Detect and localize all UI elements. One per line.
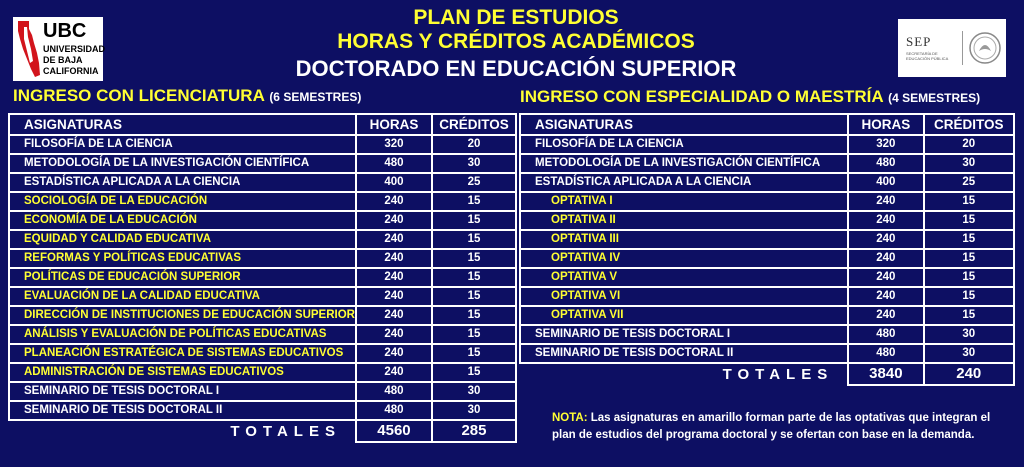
totals-label: TOTALES	[722, 365, 834, 383]
table-row	[9, 325, 516, 344]
subject-hours: 400	[848, 173, 923, 192]
subject-credits: 15	[924, 306, 1014, 325]
table-row	[520, 135, 1014, 154]
subject-credits: 25	[432, 173, 516, 192]
table-row	[520, 230, 1014, 249]
col-header-credits: CRÉDITOS	[432, 114, 516, 135]
table-row	[9, 363, 516, 382]
subject-credits: 15	[432, 344, 516, 363]
subject-credits: 15	[924, 230, 1014, 249]
subject-name: POLÍTICAS DE EDUCACIÓN SUPERIOR	[9, 268, 356, 287]
subject-hours: 480	[848, 344, 923, 363]
subject-hours: 480	[848, 325, 923, 344]
subject-hours: 480	[848, 154, 923, 173]
subject-name: PLANEACIÓN ESTRATÉGICA DE SISTEMAS EDUCATIVOS	[9, 344, 356, 363]
subject-name: ECONOMÍA DE LA EDUCACIÓN	[9, 211, 356, 230]
table-row	[9, 211, 516, 230]
subject-credits: 15	[924, 211, 1014, 230]
table-row	[9, 230, 516, 249]
subject-hours: 240	[356, 230, 432, 249]
subject-credits: 30	[924, 154, 1014, 173]
col-header-hours: HORAS	[848, 114, 923, 135]
subject-credits: 15	[924, 192, 1014, 211]
table-header-row	[9, 114, 516, 135]
table-row	[9, 268, 516, 287]
subject-hours: 240	[848, 211, 923, 230]
subject-credits: 25	[924, 173, 1014, 192]
subject-name: OPTATIVA V	[520, 268, 848, 287]
table-row	[520, 344, 1014, 363]
table-row	[520, 306, 1014, 325]
subject-name: OPTATIVA VI	[520, 287, 848, 306]
subject-credits: 15	[432, 287, 516, 306]
subject-credits: 15	[432, 230, 516, 249]
subject-name: SEMINARIO DE TESIS DOCTORAL I	[9, 382, 356, 401]
ubc-logo-acronym: UBC	[43, 20, 87, 42]
subject-name: ANÁLISIS Y EVALUACIÓN DE POLÍTICAS EDUCATIVAS	[9, 325, 356, 344]
right-section-heading	[520, 88, 980, 106]
subject-name: SEMINARIO DE TESIS DOCTORAL I	[520, 325, 848, 344]
subject-name: METODOLOGÍA DE LA INVESTIGACIÓN CIENTÍFICA	[520, 154, 848, 173]
subject-name: FILOSOFÍA DE LA CIENCIA	[520, 135, 848, 154]
table-header-row	[520, 114, 1014, 135]
subject-name: EQUIDAD Y CALIDAD EDUCATIVA	[9, 230, 356, 249]
table-row	[9, 154, 516, 173]
subject-hours: 240	[356, 306, 432, 325]
subject-hours: 320	[356, 135, 432, 154]
subject-credits: 15	[924, 268, 1014, 287]
subject-name: FILOSOFÍA DE LA CIENCIA	[9, 135, 356, 154]
subject-hours: 480	[356, 382, 432, 401]
sep-logo	[898, 19, 1006, 77]
subject-name: OPTATIVA I	[520, 192, 848, 211]
left-section-heading	[13, 87, 361, 105]
subject-hours: 240	[356, 344, 432, 363]
table-row	[520, 192, 1014, 211]
subject-credits: 15	[924, 249, 1014, 268]
subject-name: SEMINARIO DE TESIS DOCTORAL II	[9, 401, 356, 420]
subject-hours: 240	[356, 268, 432, 287]
subject-hours: 240	[848, 192, 923, 211]
subject-credits: 15	[432, 211, 516, 230]
subject-credits: 20	[432, 135, 516, 154]
subject-hours: 240	[848, 249, 923, 268]
subject-hours: 240	[356, 192, 432, 211]
table-row	[9, 192, 516, 211]
subject-credits: 15	[432, 363, 516, 382]
sep-logo-divider	[962, 31, 963, 65]
footnote-label: NOTA:	[552, 412, 588, 424]
col-header-hours: HORAS	[356, 114, 432, 135]
right-heading-text: INGRESO CON ESPECIALIDAD O MAESTRÍA	[520, 87, 884, 106]
table-row	[9, 173, 516, 192]
table-row	[520, 173, 1014, 192]
subject-hours: 240	[356, 249, 432, 268]
totals-row	[520, 363, 1014, 385]
subject-name: OPTATIVA IV	[520, 249, 848, 268]
subject-credits: 15	[432, 192, 516, 211]
table-row	[9, 382, 516, 401]
subject-name: ESTADÍSTICA APLICADA A LA CIENCIA	[9, 173, 356, 192]
subject-name: ADMINISTRACIÓN DE SISTEMAS EDUCATIVOS	[9, 363, 356, 382]
subject-credits: 30	[432, 382, 516, 401]
subject-credits: 15	[432, 268, 516, 287]
ubc-logo	[13, 17, 106, 81]
col-header-credits: CRÉDITOS	[924, 114, 1014, 135]
table-row	[9, 344, 516, 363]
totals-row	[9, 420, 516, 442]
subject-hours: 240	[848, 306, 923, 325]
table-row	[520, 211, 1014, 230]
left-curriculum-table	[8, 113, 517, 443]
subject-name: OPTATIVA VII	[520, 306, 848, 325]
subject-hours: 240	[356, 211, 432, 230]
subject-hours: 240	[848, 230, 923, 249]
page-title-line3: DOCTORADO EN EDUCACIÓN SUPERIOR	[295, 56, 737, 81]
table-row	[9, 135, 516, 154]
col-header-subject: ASIGNATURAS	[520, 114, 848, 135]
subject-credits: 15	[432, 325, 516, 344]
subject-hours: 480	[356, 154, 432, 173]
left-heading-note: (6 SEMESTRES)	[269, 90, 362, 104]
subject-credits: 15	[924, 287, 1014, 306]
page-title-line1: PLAN DE ESTUDIOS	[413, 6, 619, 29]
subject-hours: 240	[356, 287, 432, 306]
subject-hours: 240	[848, 268, 923, 287]
ubc-logo-line3: CALIFORNIA	[43, 66, 99, 76]
subject-name: SOCIOLOGÍA DE LA EDUCACIÓN	[9, 192, 356, 211]
subject-hours: 240	[356, 363, 432, 382]
left-heading-text: INGRESO CON LICENCIATURA	[13, 86, 265, 105]
subject-credits: 30	[432, 401, 516, 420]
subject-credits: 15	[432, 306, 516, 325]
subject-credits: 30	[924, 344, 1014, 363]
ubc-logo-line2: DE BAJA	[43, 55, 83, 65]
table-row	[520, 268, 1014, 287]
subject-hours: 320	[848, 135, 923, 154]
subject-hours: 480	[356, 401, 432, 420]
total-hours: 4560	[356, 420, 432, 442]
total-credits: 285	[432, 420, 516, 442]
table-row	[9, 287, 516, 306]
subject-name: DIRECCIÓN DE INSTITUCIONES DE EDUCACIÓN SUPERIOR	[9, 306, 356, 325]
col-header-subject: ASIGNATURAS	[9, 114, 356, 135]
table-row	[9, 401, 516, 420]
subject-credits: 15	[432, 249, 516, 268]
subject-hours: 240	[356, 325, 432, 344]
total-hours: 3840	[848, 363, 923, 385]
subject-credits: 20	[924, 135, 1014, 154]
national-seal-icon	[968, 31, 1002, 65]
subject-credits: 30	[432, 154, 516, 173]
sep-logo-word: SEP	[906, 34, 932, 49]
subject-hours: 400	[356, 173, 432, 192]
subject-name: ESTADÍSTICA APLICADA A LA CIENCIA	[520, 173, 848, 192]
table-row	[520, 325, 1014, 344]
table-row	[520, 154, 1014, 173]
subject-name: METODOLOGÍA DE LA INVESTIGACIÓN CIENTÍFICA	[9, 154, 356, 173]
subject-name: SEMINARIO DE TESIS DOCTORAL II	[520, 344, 848, 363]
baja-california-map-icon	[15, 19, 41, 79]
right-heading-note: (4 SEMESTRES)	[888, 91, 981, 105]
page-title-line2: HORAS Y CRÉDITOS ACADÉMICOS	[337, 30, 695, 53]
subject-name: REFORMAS Y POLÍTICAS EDUCATIVAS	[9, 249, 356, 268]
subject-name: EVALUACIÓN DE LA CALIDAD EDUCATIVA	[9, 287, 356, 306]
footnote	[552, 410, 992, 444]
subject-credits: 30	[924, 325, 1014, 344]
right-curriculum-table	[519, 113, 1015, 386]
subject-name: OPTATIVA III	[520, 230, 848, 249]
sep-logo-subtitle: SECRETARÍA DE EDUCACIÓN PÚBLICA	[906, 51, 949, 61]
table-row	[520, 249, 1014, 268]
subject-hours: 240	[848, 287, 923, 306]
table-row	[520, 287, 1014, 306]
totals-label: TOTALES	[230, 422, 341, 440]
ubc-logo-line1: UNIVERSIDAD	[43, 44, 106, 54]
table-row	[9, 306, 516, 325]
footnote-text: Las asignaturas en amarillo forman parte de las optativas que integran el plan de estudios del programa doctoral y se ofertan con base en la demanda.	[552, 412, 991, 441]
total-credits: 240	[924, 363, 1014, 385]
table-row	[9, 249, 516, 268]
subject-name: OPTATIVA II	[520, 211, 848, 230]
